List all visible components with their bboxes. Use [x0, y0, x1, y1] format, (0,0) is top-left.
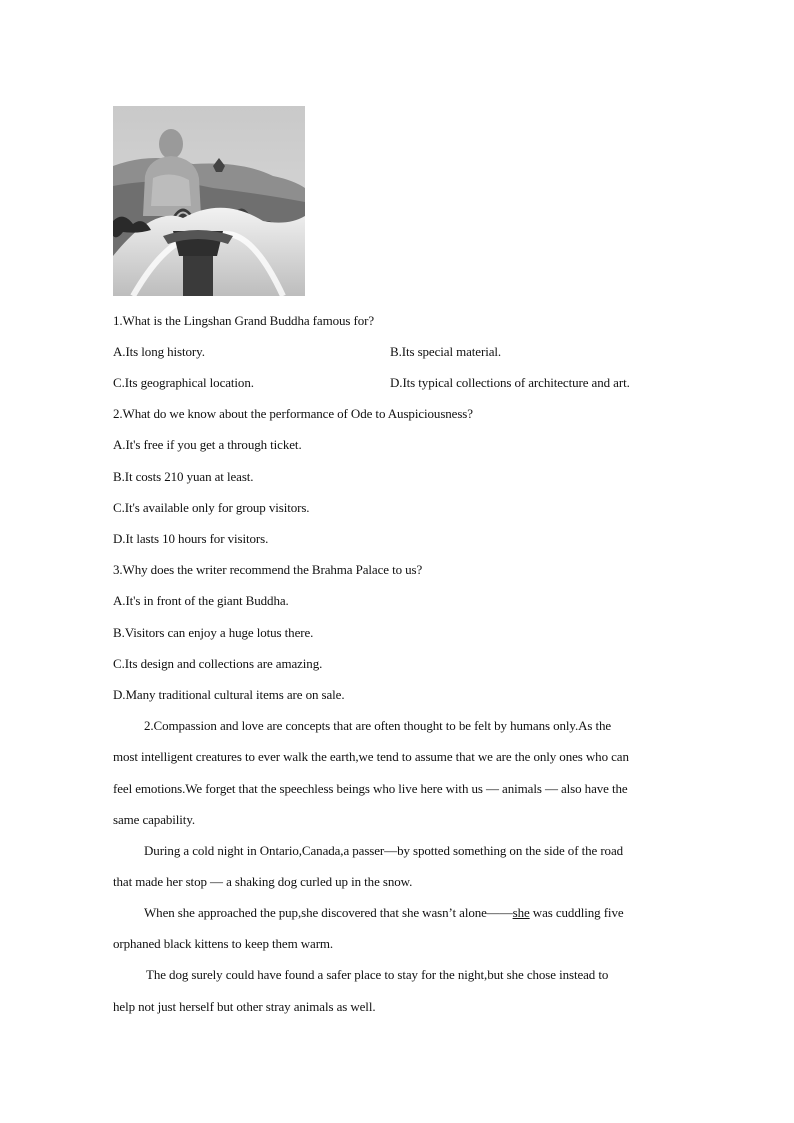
- question-3-option-c: C.Its design and collections are amazing.: [113, 656, 323, 671]
- question-2-option-a: A.It's free if you get a through ticket.: [113, 437, 302, 452]
- question-1-option-c: C.Its geographical location.: [113, 375, 254, 390]
- question-3-option-b: B.Visitors can enjoy a huge lotus there.: [113, 625, 314, 640]
- passage-p4-line-1: The dog surely could have found a safer place to stay for the night,but she chose instead to: [146, 967, 609, 982]
- question-1-option-a: A.Its long history.: [113, 344, 205, 359]
- passage-p4-line-2: help not just herself but other stray animals as well.: [113, 999, 376, 1014]
- passage-p1-line-1: 2.Compassion and love are concepts that are often thought to be felt by humans only.As the: [144, 718, 612, 733]
- passage-p2-line-1: During a cold night in Ontario,Canada,a passer—by spotted something on the side of the road: [144, 843, 624, 858]
- passage-p3-text-after: was cuddling five: [529, 905, 624, 920]
- question-1-prompt: 1.What is the Lingshan Grand Buddha famous for?: [113, 313, 375, 328]
- question-2-option-c: C.It's available only for group visitors.: [113, 500, 310, 515]
- passage-p2-line-2: that made her stop — a shaking dog curled up in the snow.: [113, 874, 413, 889]
- question-2-option-b: B.It costs 210 yuan at least.: [113, 469, 254, 484]
- question-1-option-b: B.Its special material.: [390, 344, 502, 359]
- passage-p3-line-2: orphaned black kittens to keep them warm.: [113, 936, 334, 951]
- passage-p3-line-1: [144, 905, 624, 921]
- passage-p3-text-before: When she approached the pup,she discovered that she wasn’t alone——: [144, 905, 513, 920]
- question-3-option-d: D.Many traditional cultural items are on sale.: [113, 687, 345, 702]
- question-3-option-a: A.It's in front of the giant Buddha.: [113, 593, 289, 608]
- question-3-prompt: 3.Why does the writer recommend the Brahma Palace to us?: [113, 562, 423, 577]
- passage-p1-line-4: same capability.: [113, 812, 196, 827]
- underlined-word: she: [512, 905, 530, 920]
- question-2-option-d: D.It lasts 10 hours for visitors.: [113, 531, 269, 546]
- passage-p1-line-3: feel emotions.We forget that the speechless beings who live here with us — animals — also have the: [113, 781, 628, 796]
- question-2-prompt: 2.What do we know about the performance of Ode to Auspiciousness?: [113, 406, 473, 421]
- buddha-photo: [113, 106, 305, 296]
- question-1-option-d: D.Its typical collections of architecture and art.: [390, 375, 630, 390]
- passage-p1-line-2: most intelligent creatures to ever walk the earth,we tend to assume that we are the only ones who can: [113, 749, 629, 764]
